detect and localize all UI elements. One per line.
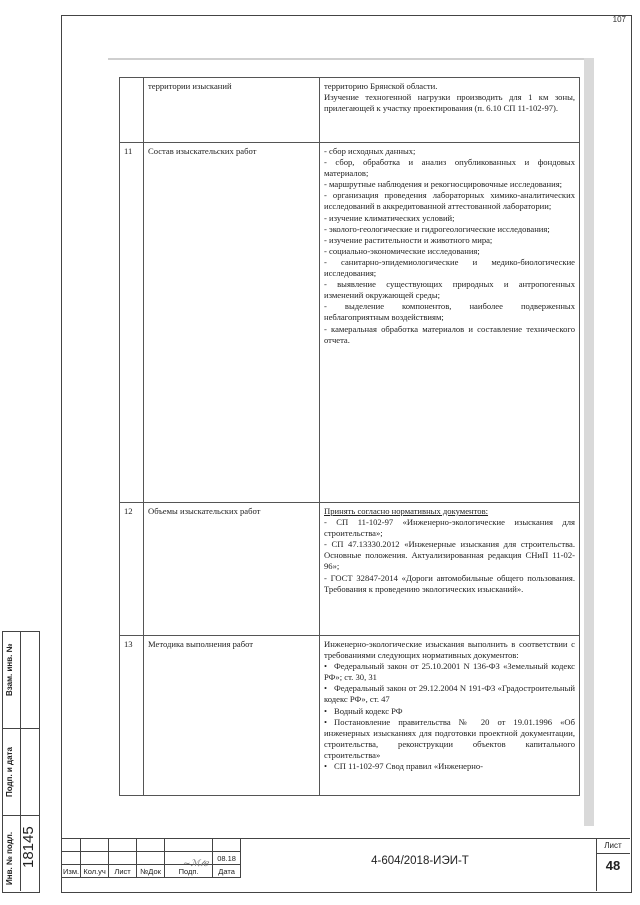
signature-mark: ~ℳ𝓉ℯ	[183, 859, 209, 869]
row-name: территории изысканий	[144, 78, 320, 143]
list-item: • Водный кодекс РФ	[324, 705, 403, 716]
row-description	[320, 636, 580, 796]
description-line: - санитарно-эпидемиологические и медико-биологические исследования;	[324, 256, 575, 279]
description-line: - СП 11-102-97 «Инженерно-экологические изыскания для строительства»;	[324, 517, 575, 539]
description-line: - эколого-геологические и гидрогеологические исследования;	[324, 223, 550, 234]
description-line: Изучение техногенной нагрузки производить для 1 км зоны, прилегающей к участку проектирования (п. 6.10 СП 11-102-97).	[324, 92, 575, 114]
description-line: - ГОСТ 32847-2014 «Дороги автомобильные общего пользования. Требования к проведению экологических изысканий».	[324, 572, 575, 594]
stamp-row	[62, 839, 241, 852]
row-number: 13	[120, 636, 144, 796]
row-description	[320, 143, 580, 503]
list-item: • Федеральный закон от 29.12.2004 N 191-ФЗ «Градостроительный кодекс РФ», ст. 47	[324, 683, 575, 705]
table-row	[120, 143, 580, 503]
description-line: - изучение растительности и животного мира;	[324, 234, 493, 245]
description-line: территорию Брянской области.	[324, 81, 438, 91]
sheet-number: 48	[605, 858, 621, 873]
table-row	[120, 636, 580, 796]
description-heading: Принять согласно нормативных документов:	[324, 506, 489, 516]
document-code: 4-604/2018-ИЭИ-Т	[371, 855, 469, 867]
description-line: - выявление существующих природных и антропогенных изменений окружающей среды;	[324, 279, 575, 301]
description-line: - маршрутные наблюдения и рекогносцировочные исследования;	[324, 179, 563, 190]
row-description	[320, 78, 580, 143]
scan-shadow-strip	[584, 58, 594, 826]
side-divider	[2, 728, 39, 729]
stamp-header: Подп.	[165, 865, 213, 878]
bullet-icon: •	[324, 683, 328, 694]
description-line: - организация проведения лабораторных химико-аналитических исследований в аккредитованной аттестованной лаборатории;	[324, 190, 575, 212]
list-item: • Постановление правительства № 20 от 19.01.1996 «Об инженерных изысканиях для подготовки проектной документации, строительства, реконструкции объектов капитального строительства»	[324, 716, 575, 760]
description-line: - СП 47.13330.2012 «Инженерные изыскания для строительства. Основные положения. Актуализированная редакция СНиП 11-02-96»;	[324, 539, 575, 572]
page-corner-number: 107	[612, 15, 626, 24]
podp-data-label: Подп. и дата	[5, 747, 14, 797]
scan-shadow-top	[108, 58, 584, 60]
row-number: 11	[120, 143, 144, 503]
requirements-table	[119, 77, 580, 796]
vzam-inv-label: Взам. инв. №	[5, 643, 14, 696]
table-row	[120, 503, 580, 636]
row-name: Методика выполнения работ	[144, 636, 320, 796]
bullet-icon: •	[324, 661, 328, 672]
inv-podl-label: Инв. № подл.	[5, 831, 14, 885]
row-description	[320, 503, 580, 636]
title-block-top-line	[61, 838, 630, 839]
bullet-list	[324, 661, 575, 772]
stamp-header: Кол.уч	[81, 865, 109, 878]
row-name: Состав изыскательских работ	[144, 143, 320, 503]
bullet-icon: •	[324, 705, 328, 716]
row-number	[120, 78, 144, 143]
bullet-icon: •	[324, 761, 328, 772]
description-line: - социально-экономические исследования;	[324, 245, 480, 256]
list-item: • Федеральный закон от 25.10.2001 N 136-ФЗ «Земельный кодекс РФ»; ст. 30, 31	[324, 661, 575, 683]
list-item: • СП 11-102-97 Свод правил «Инженерно-	[324, 761, 484, 772]
table-row	[120, 78, 580, 143]
title-block	[61, 838, 241, 878]
bullet-icon: •	[324, 716, 328, 727]
row-number: 12	[120, 503, 144, 636]
stamp-row	[62, 852, 241, 865]
description-line: - сбор исходных данных;	[324, 146, 416, 156]
stamp-header: Дата	[213, 865, 241, 878]
sheet-label: Лист	[596, 838, 630, 854]
stamp-header-row	[62, 865, 241, 878]
description-intro: Инженерно-экологические изыскания выполнить в соответствии с требованиями следующих нормативных документов:	[324, 639, 575, 661]
row-name: Объемы изыскательских работ	[144, 503, 320, 636]
inv-podl-value: 18145	[20, 826, 37, 868]
description-line: - камеральная обработка материалов и составление технического отчета.	[324, 323, 575, 345]
side-divider	[2, 815, 39, 816]
stamp-header: Лист	[109, 865, 137, 878]
description-line: - выделение компонентов, наиболее подверженных неблагоприятным воздействиям;	[324, 301, 575, 323]
description-line: - сбор, обработка и анализ опубликованных и фондовых материалов;	[324, 157, 575, 179]
stamp-header: №Док	[137, 865, 165, 878]
description-line: - изучение климатических условий;	[324, 212, 455, 223]
stamp-header: Изм.	[63, 866, 80, 876]
stamp-date: 08.18	[213, 852, 241, 865]
